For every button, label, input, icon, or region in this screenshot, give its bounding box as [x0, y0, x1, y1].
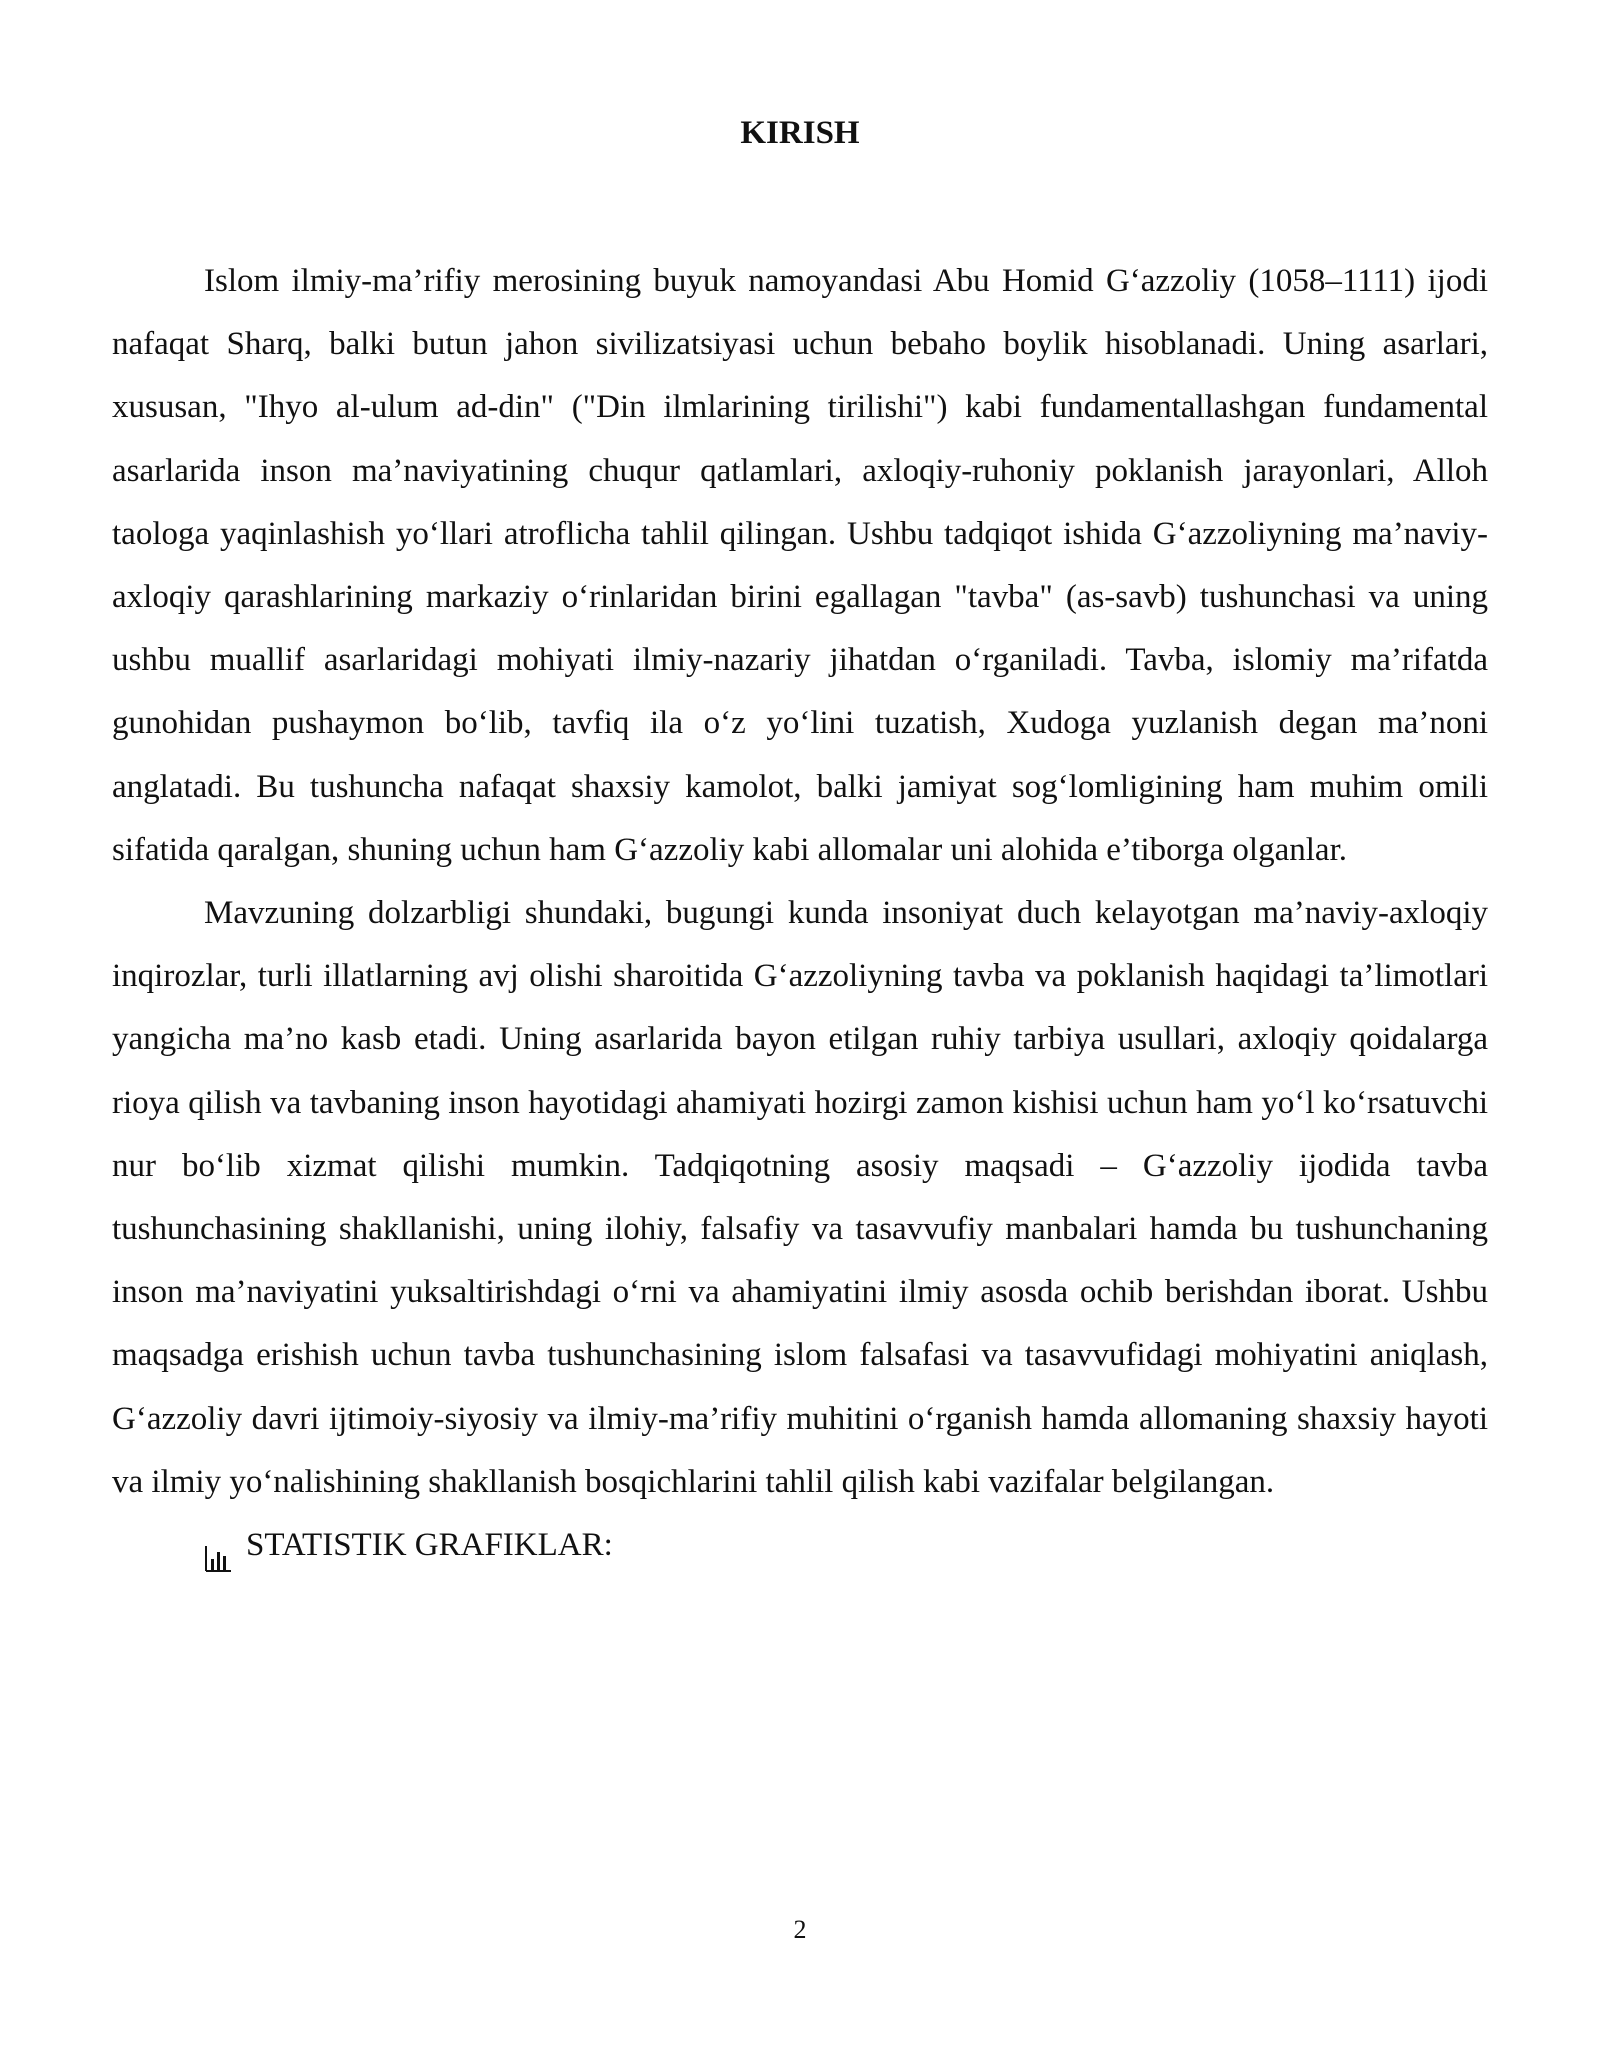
- page-number: 2: [793, 1915, 807, 1944]
- bar-chart-icon: [204, 1533, 232, 1563]
- statistics-section-heading: [112, 1514, 1488, 1577]
- intro-paragraph-1: Islom ilmiy-ma’rifiy merosining buyuk namoyandasi Abu Homid G‘azzoliy (1058–1111) ijodi nafaqat Sharq, balki butun jahon sivilizatsiyasi uchun bebaho boylik hisoblanadi. Uning asarlari, xususan, "Ihyo al-ulum ad-din" ("Din ilmlarining tirilishi") kabi fundamentallashgan fundamental asarlarida inson ma’naviyatining chuqur qatlamlari, axloqiy-ruhoniy poklanish jarayonlari, Alloh taologa yaqinlashish yo‘llari atroflicha tahlil qilingan. Ushbu tadqiqot ishida G‘azzoliyning ma’naviy-axloqiy qarashlarining markaziy o‘rinlaridan birini egallagan "tavba" (as-savb) tushunchasi va uning ushbu muallif asarlaridagi mohiyati ilmiy-nazariy jihatdan o‘rganiladi. Tavba, islomiy ma’rifatda gunohidan pushaymon bo‘lib, tavfiq ila o‘z yo‘lini tuzatish, Xudoga yuzlanish degan ma’noni anglatadi. Bu tushuncha nafaqat shaxsiy kamolot, balki jamiyat sog‘lomligining ham muhim omili sifatida qaralgan, shuning uchun ham G‘azzoliy kabi allomalar uni alohida e’tiborga olganlar.: [112, 263, 1488, 868]
- section-heading-label: STATISTIK GRAFIKLAR:: [246, 1527, 613, 1564]
- page-title: KIRISH: [740, 115, 860, 151]
- intro-paragraph-2: Mavzuning dolzarbligi shundaki, bugungi kunda insoniyat duch kelayotgan ma’naviy-axloqiy inqirozlar, turli illatlarning avj olishi sharoitida G‘azzoliyning tavba va poklanish haqidagi ta’limotlari yangicha ma’no kasb etadi. Uning asarlarida bayon etilgan ruhiy tarbiya usullari, axloqiy qoidalarga rioya qilish va tavbaning inson hayotidagi ahamiyati hozirgi zamon kishisi uchun ham yo‘l ko‘rsatuvchi nur bo‘lib xizmat qilishi mumkin. Tadqiqotning asosiy maqsadi – G‘azzoliy ijodida tavba tushunchasining shakllanishi, uning ilohiy, falsafiy va tasavvufiy manbalari hamda bu tushunchaning inson ma’naviyatini yuksaltirishdagi o‘rni va ahamiyatini ilmiy asosda ochib berishdan iborat. Ushbu maqsadga erishish uchun tavba tushunchasining islom falsafasi va tasavvufidagi mohiyatini aniqlash, G‘azzoliy davri ijtimoiy-siyosiy va ilmiy-ma’rifiy muhitini o‘rganish hamda allomaning shaxsiy hayoti va ilmiy yo‘nalishining shakllanish bosqichlarini tahlil qilish kabi vazifalar belgilangan.: [112, 895, 1488, 1500]
